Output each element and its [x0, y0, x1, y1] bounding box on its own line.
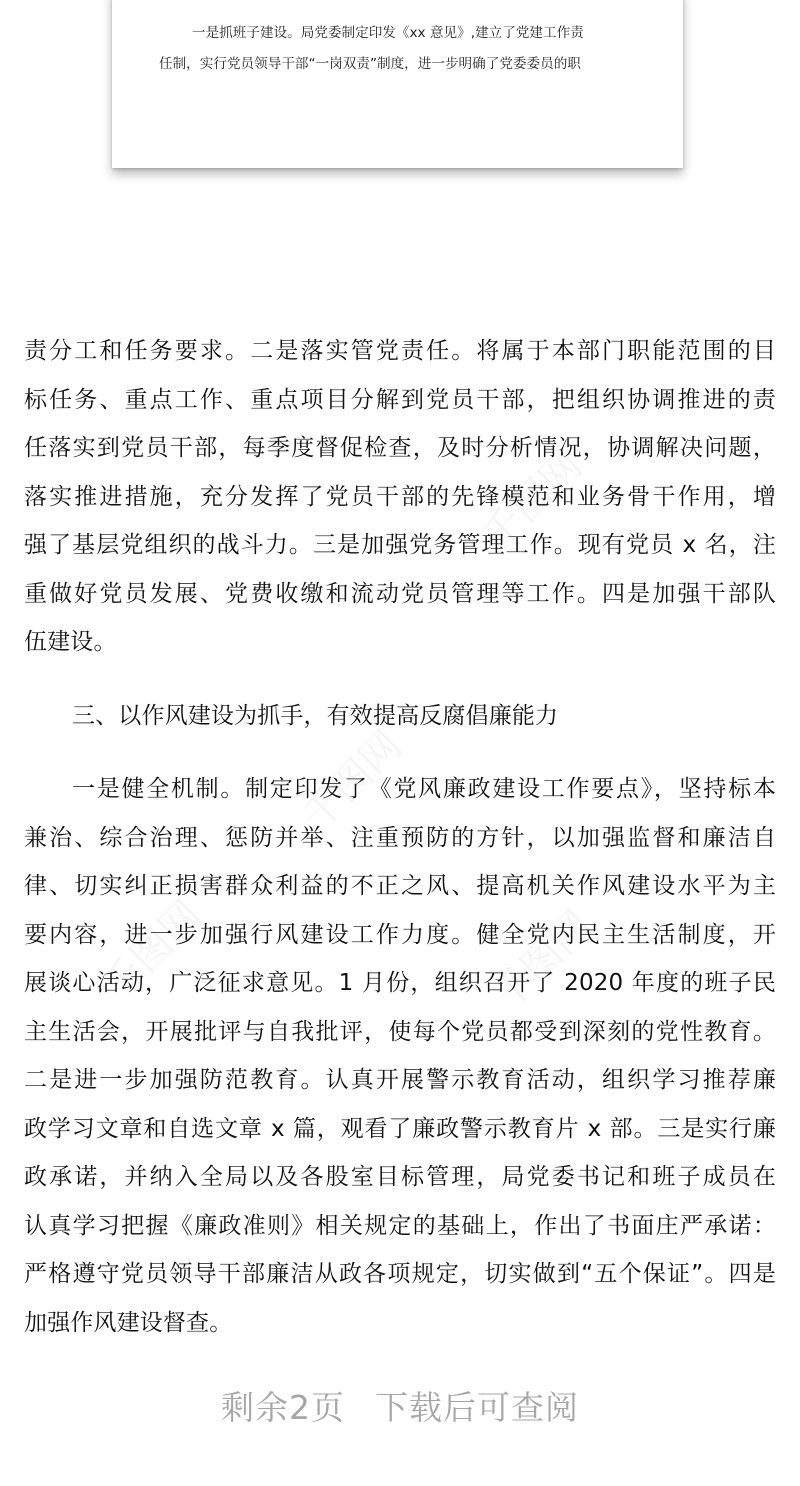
text-line: 律、切实纠正损害群众利益的不正之风、提高机关作风建设水平为主 [24, 873, 776, 899]
text-line: 政学习文章和自选文章 x 篇，观看了廉政警示教育片 x 部。三是实行廉 [24, 1115, 776, 1142]
text-line: 兼治、综合治理、惩防并举、注重预防的方针，以加强监督和廉洁自 [24, 824, 776, 851]
text-line: 标任务、重点工作、重点项目分解到党员干部，把组织协调推进的责 [24, 386, 776, 413]
text-line: 责分工和任务要求。二是落实管党责任。将属于本部门职能范围的目 [24, 338, 776, 364]
paragraph-party-responsibility [24, 327, 776, 667]
text-line: 落实推进措施，充分发挥了党员干部的先锋模范和业务骨干作用，增 [24, 483, 776, 510]
text-line: 二是进一步加强防范教育。认真开展警示教育活动，组织学习推荐廉 [24, 1067, 776, 1093]
section-heading-3: 三、以作风建设为抓手，有效提高反腐倡廉能力 [72, 702, 559, 729]
download-prompt[interactable] [0, 1382, 800, 1429]
preview-line-1: 一是抓班子建设。局党委制定印发《xx 意见》,建立了党建工作责 [192, 25, 584, 41]
download-to-view-label[interactable]: 下载后可查阅 [375, 1388, 579, 1427]
text-line: 伍建设。 [24, 629, 117, 655]
text-line: 任落实到党员干部，每季度督促检查，及时分析情况，协调解决问题， [24, 435, 776, 461]
text-line: 严格遵守党员领导干部廉洁从政各项规定，切实做到“五个保证”。四是 [24, 1261, 776, 1287]
document-body [24, 327, 776, 1347]
text-line: 加强作风建设督查。 [24, 1309, 233, 1336]
preview-line-2: 任制，实行党员领导干部“一岗双责”制度，进一步明确了党委委员的职 [159, 56, 581, 72]
text-line: 重做好党员发展、党费收缴和流动党员管理等工作。四是加强干部队 [24, 580, 776, 607]
text-line: 主生活会，开展批评与自我批评，使每个党员都受到深刻的党性教育。 [24, 1018, 776, 1045]
text-line: 一是健全机制。制定印发了《党风廉政建设工作要点》，坚持标本 [72, 776, 776, 802]
remaining-pages-label[interactable]: 剩余2页 [221, 1388, 345, 1427]
text-line: 强了基层党组织的战斗力。三是加强党务管理工作。现有党员 x 名，注 [24, 532, 776, 558]
text-line: 认真学习把握《廉政准则》相关规定的基础上，作出了书面庄严承诺： [24, 1212, 776, 1239]
text-line: 要内容，进一步加强行风建设工作力度。健全党内民主生活制度，开 [24, 921, 776, 948]
text-line: 政承诺，并纳入全局以及各股室目标管理，局党委书记和班子成员在 [24, 1164, 776, 1190]
paragraph-anti-corruption [24, 765, 776, 1347]
preview-page-card [112, 0, 683, 168]
text-line: 展谈心活动，广泛征求意见。1 月份，组织召开了 2020 年度的班子民 [24, 970, 776, 996]
